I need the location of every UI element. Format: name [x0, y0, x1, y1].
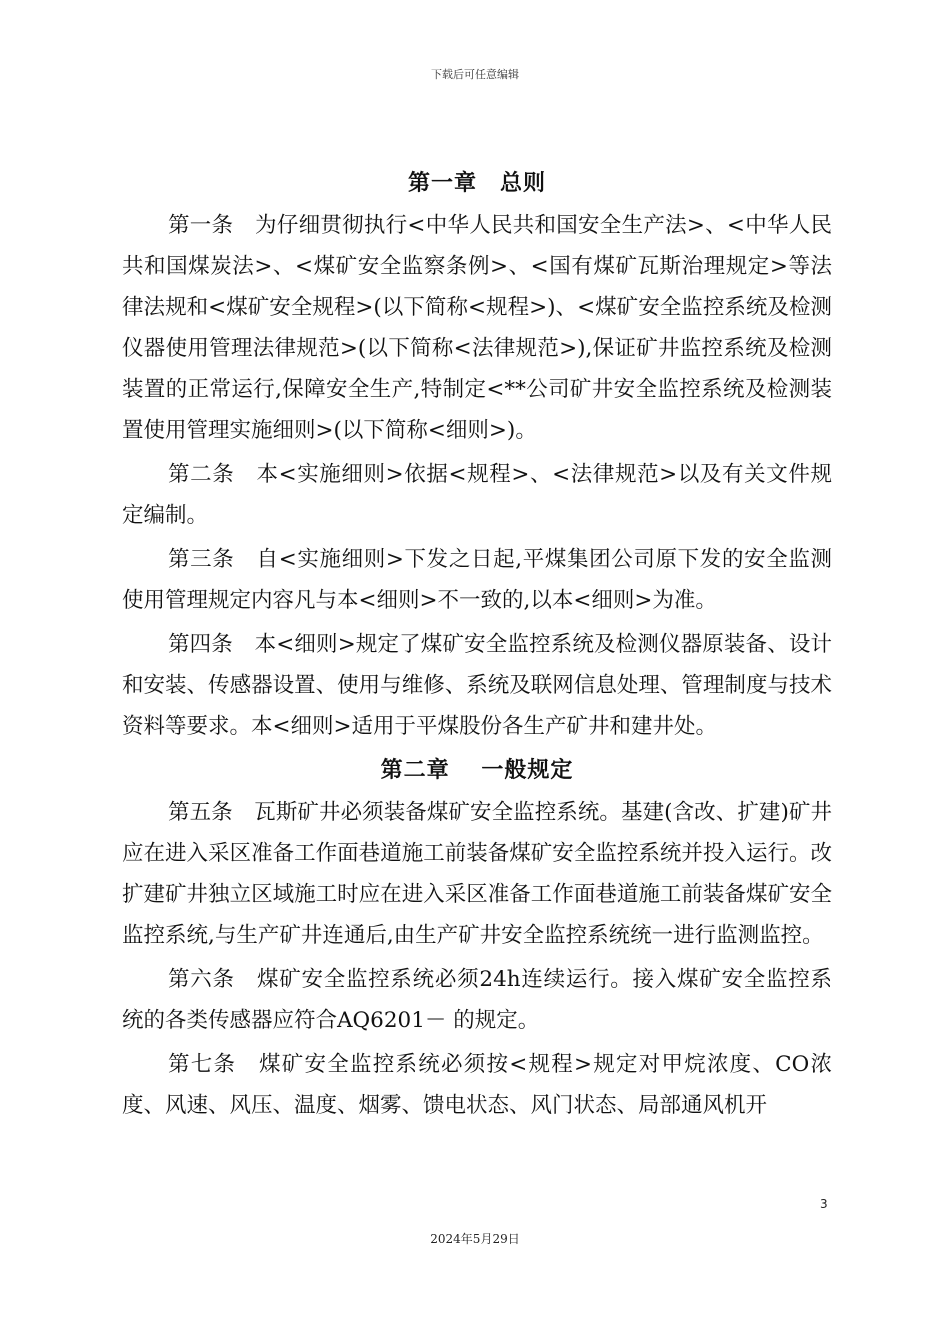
article-1-paragraph: 第一条 为仔细贯彻执行<中华人民共和国安全生产法>、<中华人民共和国煤炭法>、<煤矿安全监察条例>、<国有煤矿瓦斯治理规定>等法律法规和<煤矿安全规程>(以下简称<规程>)、<煤矿安全监控系统及检测仪器使用管理法律规范>(以下简称<法律规范>),保证矿井监控系统及检测装置的正常运行,保障安全生产,特制定<**公司矿井安全监控系统及检测装置使用管理实施细则>(以下简称<细则>)。	[122, 213, 832, 443]
article-5-paragraph: 第五条 瓦斯矿井必须装备煤矿安全监控系统。基建(含改、扩建)矿井应在进入采区准备工作面巷道施工前装备煤矿安全监控系统并投入运行。改扩建矿井独立区域施工时应在进入采区准备工作面巷道施工前装备煤矿安全监控系统,与生产矿井连通后,由生产矿井安全监控系统统一进行监测监控。	[122, 800, 832, 948]
chapter-2-title: 第二章 一般规定	[380, 758, 574, 783]
page-header-note: 下载后可任意编辑	[431, 68, 519, 81]
footer-date: 2024年5月29日	[430, 1232, 520, 1246]
article-6-paragraph: 第六条 煤矿安全监控系统必须24h连续运行。接入煤矿安全监控系统的各类传感器应符合AQ6201－ 的规定。	[122, 967, 832, 1033]
chapter-1-title: 第一章 总则	[407, 171, 546, 196]
article-7-paragraph: 第七条 煤矿安全监控系统必须按<规程>规定对甲烷浓度、CO浓度、风速、风压、温度、烟雾、馈电状态、风门状态、局部通风机开	[122, 1052, 832, 1118]
document-body	[122, 163, 832, 1126]
article-2-paragraph: 第二条 本<实施细则>依据<规程>、<法律规范>以及有关文件规定编制。	[122, 462, 832, 528]
article-3-paragraph: 第三条 自<实施细则>下发之日起,平煤集团公司原下发的安全监测使用管理规定内容凡与本<细则>不一致的,以本<细则>为准。	[122, 547, 832, 613]
article-4-paragraph: 第四条 本<细则>规定了煤矿安全监控系统及检测仪器原装备、设计和安装、传感器设置、使用与维修、系统及联网信息处理、管理制度与技术资料等要求。本<细则>适用于平煤股份各生产矿井和建井处。	[122, 632, 832, 739]
page-number: 3	[820, 1197, 828, 1211]
